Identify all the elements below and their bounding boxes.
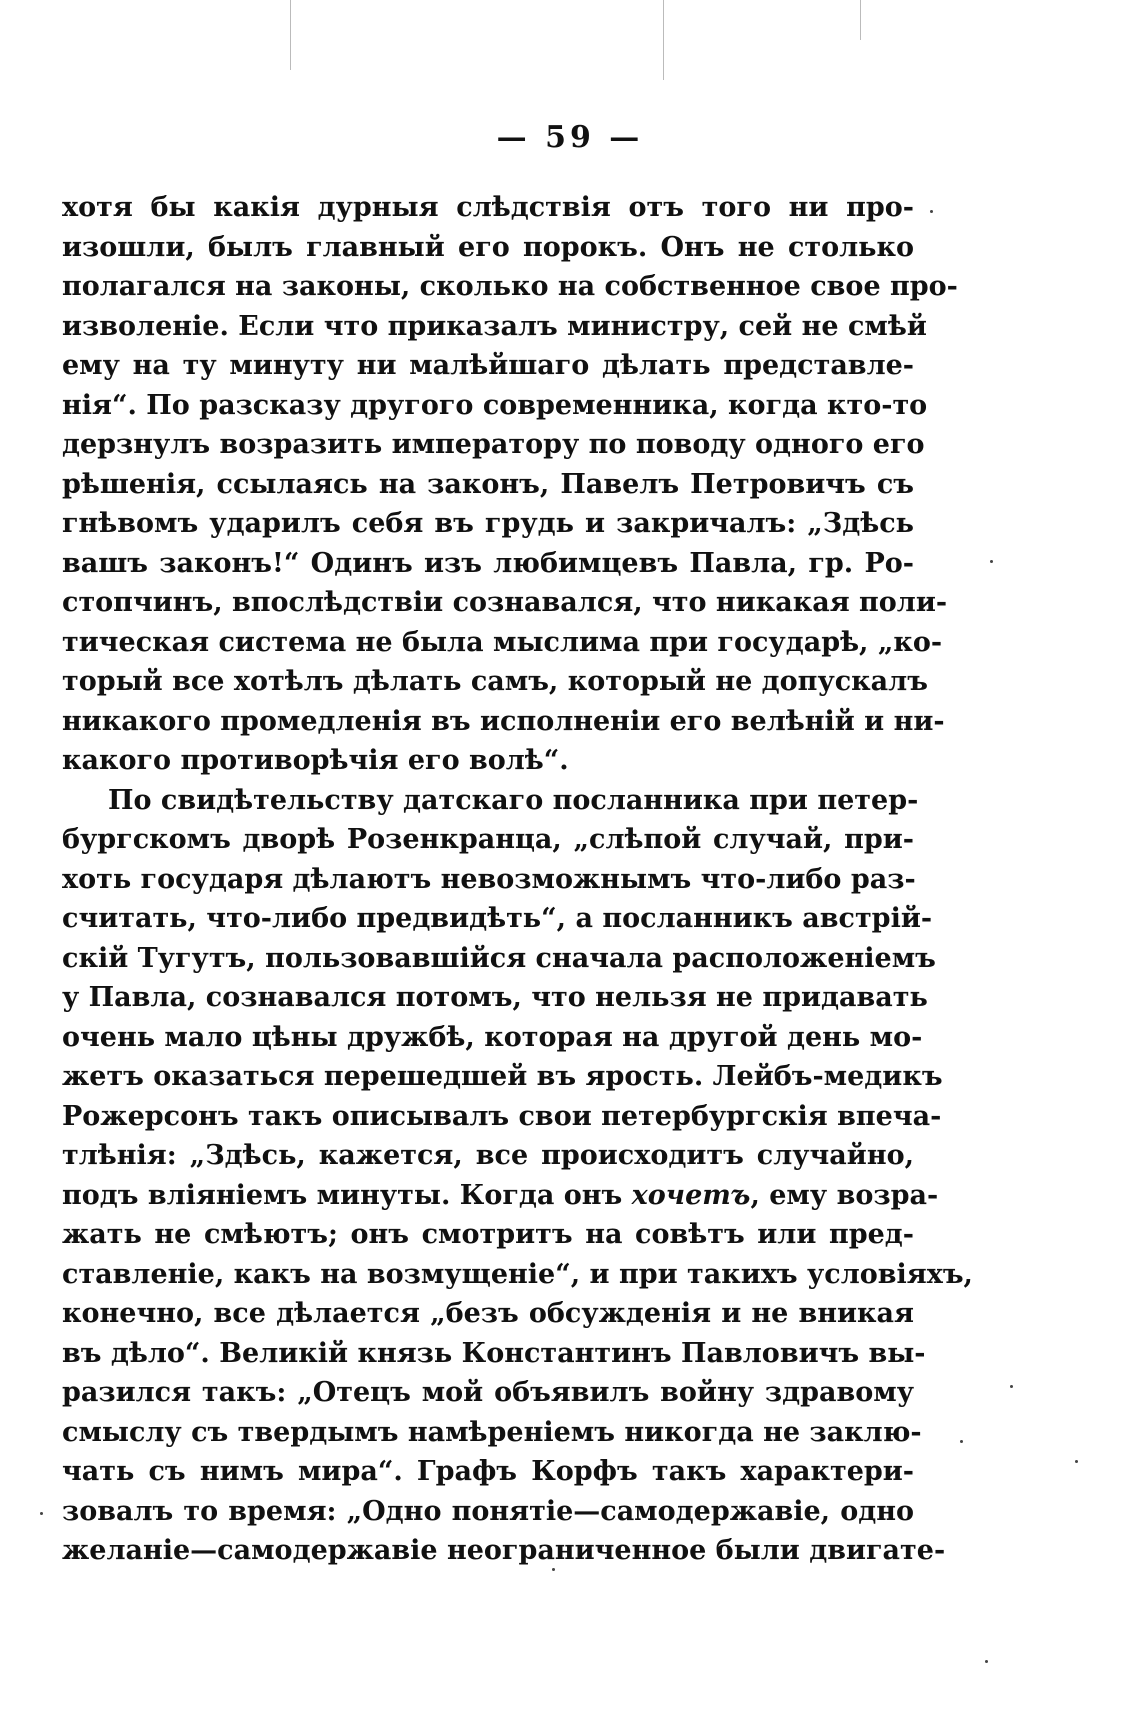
scan-speck [990, 560, 993, 563]
text-line: никакого промедленія въ исполненіи его велѣній и ни- [62, 705, 945, 737]
text-line: у Павла, сознавался потомъ, что нельзя не придавать [62, 982, 928, 1013]
text-line: желаніе—самодержавіе неограниченное были двигате- [62, 1535, 946, 1566]
text-line: считать, что-либо предвидѣть“, а посланникъ австрій- [62, 903, 933, 934]
text-line: вашъ законъ!“ Одинъ изъ любимцевъ Павла, гр. Ро- [62, 547, 914, 579]
text-line: изволеніе. Если что приказалъ министру, сей не смѣй [62, 310, 927, 342]
text-line-with-italic [62, 1176, 939, 1216]
paragraph-1 [62, 188, 958, 781]
text-line: конечно, все дѣлается „безъ обсужденія и не вникая [62, 1298, 914, 1329]
text-line: нія“. По разсказу другого современника, когда кто-то [62, 389, 928, 421]
text-line: ему на ту минуту ни малѣйшаго дѣлать представле- [62, 350, 914, 381]
scan-speck [985, 1660, 988, 1663]
text-line: бургскомъ дворѣ Розенкранца, „слѣпой случай, при- [62, 824, 914, 855]
text-line: очень мало цѣны дружбѣ, которая на другой день мо- [62, 1021, 923, 1053]
text-line: въ дѣло“. Великій князь Константинъ Павловичъ вы- [62, 1337, 926, 1369]
text-line: жетъ оказаться перешедшей въ ярость. Лейбъ-медикъ [62, 1061, 943, 1092]
text-line: жать не смѣютъ; онъ смотритъ на совѣтъ или пред- [62, 1219, 914, 1250]
text-segment: подъ вліяніемъ минуты. Когда онъ [62, 1179, 623, 1211]
text-line: хоть государя дѣлаютъ невозможнымъ что-либо раз- [62, 863, 916, 895]
text-line: изошли, былъ главный его порокъ. Онъ не столько [62, 231, 914, 263]
text-line: Рожерсонъ такъ описывалъ свои петербургскія впеча- [62, 1100, 942, 1132]
text-line: ставленіе, какъ на возмущеніе“, и при такихъ условіяхъ, [62, 1258, 973, 1290]
text-line: скій Тугутъ, пользовавшійся сначала расположеніемъ [62, 942, 936, 974]
scan-artifact-line [290, 0, 291, 70]
scan-speck [1075, 1460, 1078, 1463]
text-line: рѣшенія, ссылаясь на законъ, Павелъ Петровичъ съ [62, 468, 914, 500]
text-line: тлѣнія: „Здѣсь, кажется, все происходитъ случайно, [62, 1140, 914, 1171]
text-line: торый все хотѣлъ дѣлать самъ, который не допускалъ [62, 666, 928, 697]
text-line: тическая система не была мыслима при государѣ, „ко- [62, 626, 943, 658]
text-line: разился такъ: „Отецъ мой объявилъ войну здравому [62, 1377, 914, 1408]
scan-speck [960, 1440, 963, 1443]
text-line: хотя бы какія дурныя слѣдствія отъ того ни про- [62, 192, 914, 223]
text-line: полагался на законы, сколько на собственное свое про- [62, 271, 958, 302]
paragraph-2 [62, 781, 973, 1571]
scan-speck [1010, 1385, 1013, 1388]
text-line: дерзнулъ возразить императору по поводу одного его [62, 429, 925, 460]
text-segment: , ему возра- [750, 1179, 939, 1211]
text-line: какого противорѣчія его волѣ“. [62, 745, 569, 776]
text-line: чать съ нимъ мира“. Графъ Корфъ такъ характери- [62, 1456, 914, 1487]
scan-artifact-line [860, 0, 861, 40]
scan-speck [552, 1568, 555, 1571]
italic-word: хочетъ [631, 1179, 751, 1211]
text-line: смыслу съ твердымъ намѣреніемъ никогда не заклю- [62, 1416, 922, 1448]
text-line: гнѣвомъ ударилъ себя въ грудь и закричалъ: „Здѣсь [62, 508, 914, 539]
scan-speck [40, 1512, 43, 1515]
text-line: По свидѣтельству датскаго посланника при петер- [108, 784, 919, 816]
scan-speck [930, 210, 933, 213]
body-text [62, 188, 973, 1571]
scan-artifact-line [663, 0, 664, 80]
text-line: зовалъ то время: „Одно понятіе—самодержавіе, одно [62, 1495, 914, 1527]
text-line: стопчинъ, впослѣдствіи сознавался, что никакая поли- [62, 587, 948, 618]
page-number: — 59 — [496, 120, 644, 155]
